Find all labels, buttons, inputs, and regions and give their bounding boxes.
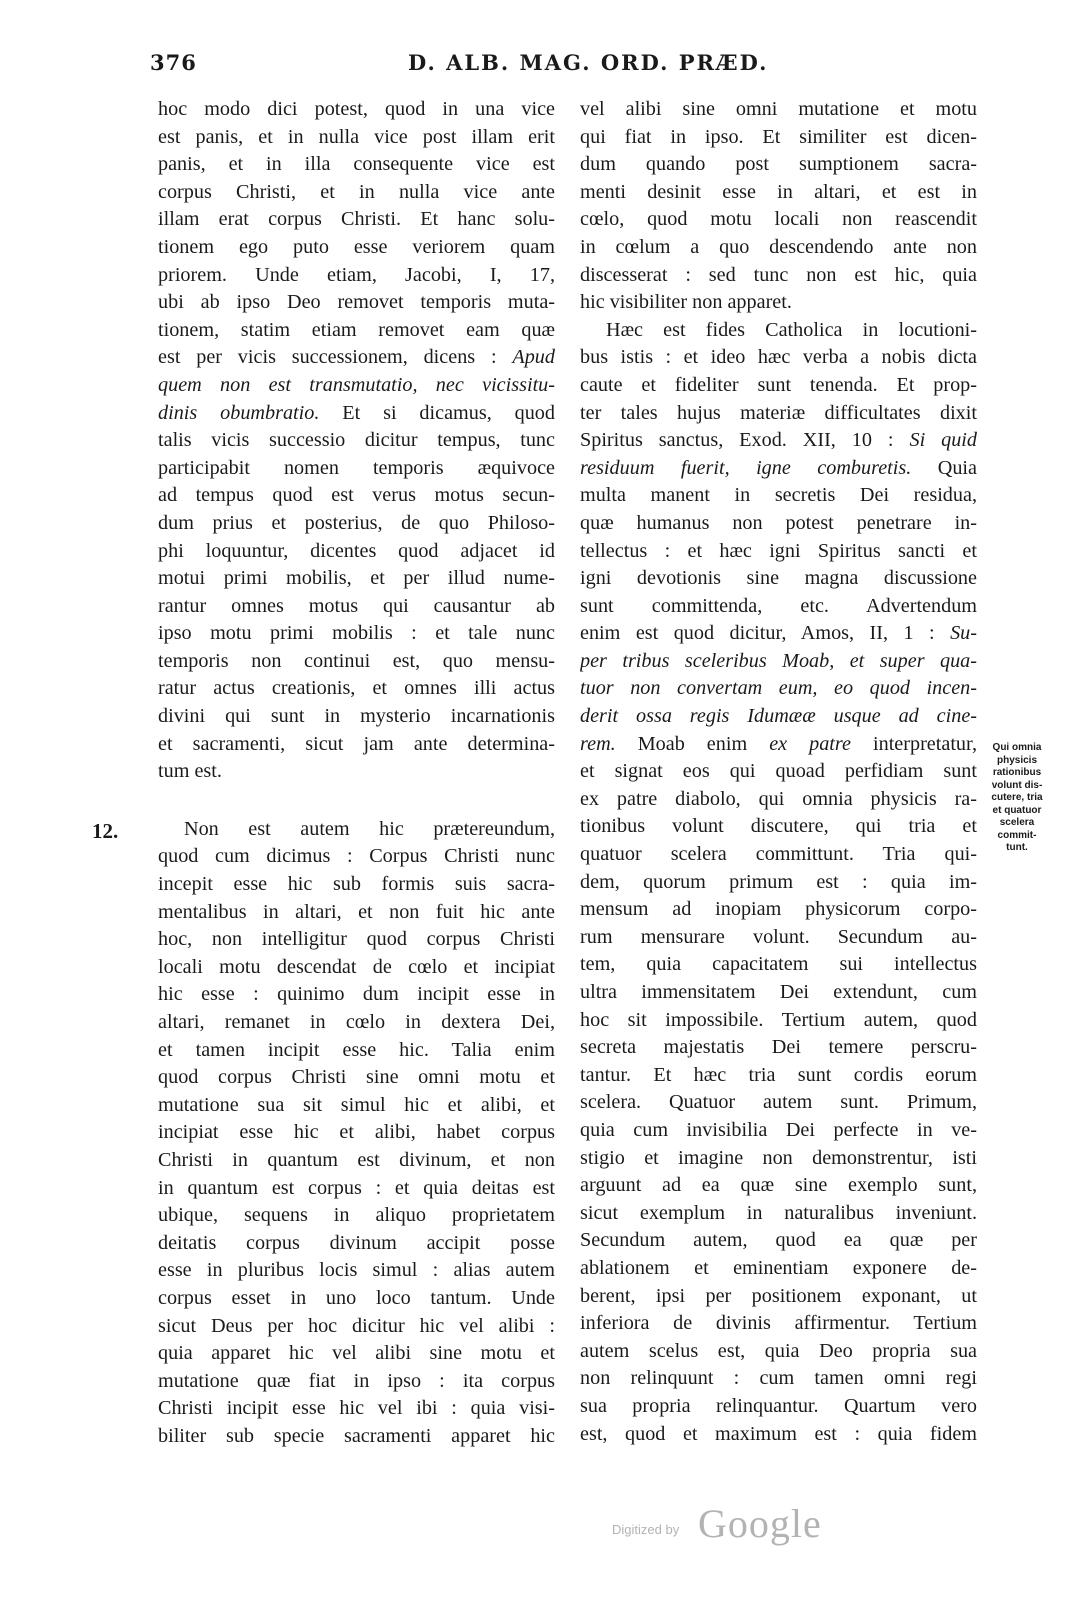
scripture-quote: residuum fuerit, igne comburetis. [580, 456, 912, 479]
text-line: biliter sub specie sacramenti apparet hic [158, 1424, 555, 1447]
text-line: tantur. Et hæc tria sunt cordis eorum [580, 1063, 977, 1086]
text-line: dum prius et posterius, de quo Philoso- [158, 511, 555, 534]
text-line [580, 731, 977, 759]
text-line: panis, et in illa consequente vice est [158, 153, 555, 176]
text-line: participabit nomen temporis æquivoce [158, 456, 555, 479]
text-line: Christi incipit esse hic vel ibi : quia visi- [158, 1397, 555, 1420]
scripture-quote: Si quid [909, 429, 977, 452]
text-line: esse in pluribus locis simul : alias autem [158, 1259, 555, 1282]
margin-note-line: commit- [997, 829, 1037, 841]
text-line: igni devotionis sine magna discussione [580, 567, 977, 590]
text-line: quæ humanus non potest penetrare in- [580, 511, 977, 534]
text-line: caute et fideliter sunt tenenda. Et prop- [580, 373, 977, 396]
page-number: 376 [150, 50, 197, 75]
text-line: Hæc est fides Catholica in locutioni- [606, 318, 977, 341]
text-line: ex patre diabolo, qui omnia physicis ra- [580, 787, 977, 810]
scripture-quote: Apud [512, 346, 555, 369]
text-line [580, 675, 977, 703]
text-line: tum est. [158, 760, 222, 783]
text-line: tionem ego puto esse veriorem quam [158, 235, 555, 258]
text-line: et signat eos qui quoad perfidiam sunt [580, 760, 977, 783]
text-line: hic visibiliter non apparet. [580, 291, 792, 314]
text-line: secreta majestatis Dei temere perscru- [580, 1036, 977, 1059]
text-line [580, 703, 977, 731]
text-line: quod corpus Christi sine omni motu et [158, 1066, 555, 1089]
text-line: dum quando post sumptionem sacra- [580, 153, 977, 176]
margin-note-line: scelera [999, 817, 1035, 828]
margin-note-line: physicis [996, 754, 1038, 766]
text-run: Et si dicamus, quod [319, 401, 555, 424]
text-line: et sacramenti, sicut jam ante determina- [158, 732, 555, 755]
text-line [580, 620, 977, 648]
text-line: vel alibi sine omni mutatione et motu [580, 98, 977, 120]
text-line: quod cum dicimus : Corpus Christi nunc [158, 845, 555, 868]
text-line: ipso motu primi mobilis : et tale nunc [158, 622, 555, 645]
text-line: Secundum autem, quod ea quæ per [580, 1229, 977, 1252]
text-run: Quia [911, 456, 977, 479]
text-line: mentalibus in altari, et non fuit hic ante [158, 900, 555, 923]
text-line: multa manent in secretis Dei residua, [580, 484, 977, 507]
text-line: ultra immensitatem Dei extendunt, cum [580, 981, 977, 1003]
margin-note-line: et quatuor [992, 804, 1042, 816]
scripture-quote: dinis obumbratio. [158, 401, 320, 424]
text-line: est, quod et maximum est : quia fidem [580, 1422, 977, 1445]
text-line: altari, remanet in cœlo in dextera Dei, [158, 1011, 555, 1033]
text-line: ablationem et eminentiam exponere de- [580, 1256, 977, 1279]
text-run: Moab enim [615, 732, 770, 755]
text-line: divini qui sunt in mysterio incarnationis [158, 705, 555, 728]
text-line: sunt committenda, etc. Advertendum [580, 594, 977, 617]
text-line: mensum ad inopiam physicorum corpo- [580, 898, 977, 921]
scripture-quote: quem non est transmutatio, nec vicissitu- [158, 373, 555, 396]
text-line: sicut exemplum in naturalibus inveniunt. [580, 1201, 977, 1224]
text-line: stigio et imagine non demonstrentur, isti [580, 1146, 977, 1169]
text-line: quia cum invisibilia Dei perfecte in ve- [580, 1118, 977, 1141]
text-line: menti desinit esse in altari, et est in [580, 180, 977, 203]
margin-note-line: volunt dis- [991, 779, 1043, 791]
text-line: hic esse : quinimo dum incipit esse in [158, 983, 555, 1006]
text-line: mutatione quæ fiat in ipso : ita corpus [158, 1369, 555, 1392]
text-line: dem, quorum primum est : quia im- [580, 870, 977, 893]
text-line: inferiora de divinis affirmentur. Tertium [580, 1312, 977, 1335]
margin-note-line: rationibus [992, 767, 1042, 778]
text-line: temporis non continui est, quo mensu- [158, 649, 555, 672]
text-run: est per vicis successionem, dicens : [158, 346, 513, 369]
text-line: incepit esse hic sub formis suis sacra- [158, 873, 555, 896]
text-line: scelera. Quatuor autem sunt. Primum, [580, 1091, 977, 1114]
text-run: interpretatur, [850, 732, 977, 755]
text-line: hoc modo dici potest, quod in una vice [158, 98, 555, 120]
running-head: D. ALB. MAG. ORD. PRÆD. [408, 50, 769, 75]
text-line [580, 648, 977, 676]
margin-note-line: Qui omnia [992, 742, 1042, 753]
text-line: motui primi mobilis, et per illud nume- [158, 567, 555, 590]
text-line: cœlo, quod motu locali non reascendit [580, 208, 977, 231]
section-number: 12. [92, 819, 119, 843]
text-line: ubi ab ipso Deo removet temporis muta- [158, 291, 555, 314]
text-line: Non est autem hic prætereundum, [184, 817, 555, 840]
text-line [580, 427, 977, 455]
text-line: ubique, sequens in aliquo proprietatem [158, 1204, 555, 1227]
watermark-caption: Digitized by [612, 1522, 680, 1537]
text-line [158, 372, 555, 400]
text-line: sua propria relinquantur. Quartum vero [580, 1394, 977, 1417]
text-line: ad tempus quod est verus motus secun- [158, 484, 555, 507]
text-line [580, 455, 977, 483]
paragraph-gap [158, 786, 555, 816]
left-column [158, 96, 555, 1451]
text-line: discesserat : sed tunc non est hic, quia [580, 263, 977, 286]
text-line: Christi in quantum est divinum, et non [158, 1148, 555, 1171]
text-line: bus istis : et ideo hæc verba a nobis dicta [580, 346, 977, 369]
text-line: hoc, non intelligitur quod corpus Christi [158, 928, 555, 951]
text-line: phi loquuntur, dicentes quod adjacet id [158, 539, 555, 562]
page-header [0, 50, 1066, 84]
text-run: Spiritus sanctus, Exod. XII, 10 : [580, 429, 910, 452]
right-column [580, 96, 977, 1448]
text-line: tellectus : et hæc igni Spiritus sancti et [580, 539, 977, 562]
margin-note [981, 742, 1053, 855]
margin-note-line: tunt. [1006, 842, 1028, 853]
text-line: est panis, et in nulla vice post illam erit [158, 125, 555, 148]
scripture-quote: per tribus sceleribus Moab, et super qua- [580, 649, 977, 672]
text-line: rum mensurare volunt. Secundum au- [580, 925, 977, 948]
text-line: tem, quia capacitatem sui intellectus [580, 953, 977, 976]
text-line: rantur omnes motus qui causantur ab [158, 594, 555, 617]
text-line: sicut Deus per hoc dicitur hic vel alibi : [158, 1314, 555, 1337]
text-line: deitatis corpus divinum accipit posse [158, 1231, 555, 1254]
scripture-quote: tuor non convertam eum, eo quod incen- [580, 677, 977, 700]
text-line: mutatione sua sit simul hic et alibi, et [158, 1093, 555, 1116]
text-line: talis vicis successio dicitur tempus, tunc [158, 429, 555, 452]
text-line: hoc sit impossibile. Tertium autem, quod [580, 1008, 977, 1031]
text-line: ratur actus creationis, et omnes illi actus [158, 677, 555, 700]
text-line: et tamen incipit esse hic. Talia enim [158, 1038, 555, 1061]
text-line: quia apparet hic vel alibi sine motu et [158, 1342, 555, 1365]
text-line: tionibus volunt discutere, qui tria et [580, 815, 977, 838]
text-run: enim est quod dicitur, Amos, II, 1 : [580, 622, 951, 645]
text-line: autem scelus est, quia Deo propria sua [580, 1339, 977, 1362]
italic-phrase: ex patre [769, 732, 851, 755]
text-line [158, 400, 555, 428]
google-logo: Google [698, 1501, 822, 1546]
text-line: arguunt ad ea quæ sine exemplo sunt, [580, 1174, 977, 1197]
text-line: incipiat esse hic et alibi, habet corpus [158, 1121, 555, 1144]
text-line [158, 344, 555, 372]
text-line: corpus Christi, et in nulla vice ante [158, 180, 555, 203]
scripture-quote: Su- [950, 622, 977, 645]
text-line: illam erat corpus Christi. Et hanc solu- [158, 208, 555, 231]
text-line: quatuor scelera committunt. Tria qui- [580, 843, 977, 866]
text-line: in cœlum a quo descendendo ante non [580, 235, 977, 258]
text-line: in quantum est corpus : et quia deitas est [158, 1176, 555, 1199]
text-line: ter tales hujus materiæ difficultates dixit [580, 401, 977, 424]
scripture-quote: rem. [580, 732, 616, 755]
text-line: non relinquunt : cum tamen omni regi [580, 1367, 977, 1390]
margin-note-line: cutere, tria [991, 792, 1043, 803]
text-line: tionem, statim etiam removet eam quæ [158, 318, 555, 341]
text-line: locali motu descendat de cœlo et incipiat [158, 955, 555, 978]
scripture-quote: derit ossa regis Idumææ usque ad cine- [580, 705, 977, 728]
text-line: berent, ipsi per positionem exponant, ut [580, 1284, 977, 1307]
text-line: corpus esset in uno loco tantum. Unde [158, 1286, 555, 1309]
text-line: qui fiat in ipso. Et similiter est dicen- [580, 125, 977, 148]
text-line: priorem. Unde etiam, Jacobi, I, 17, [158, 263, 555, 286]
